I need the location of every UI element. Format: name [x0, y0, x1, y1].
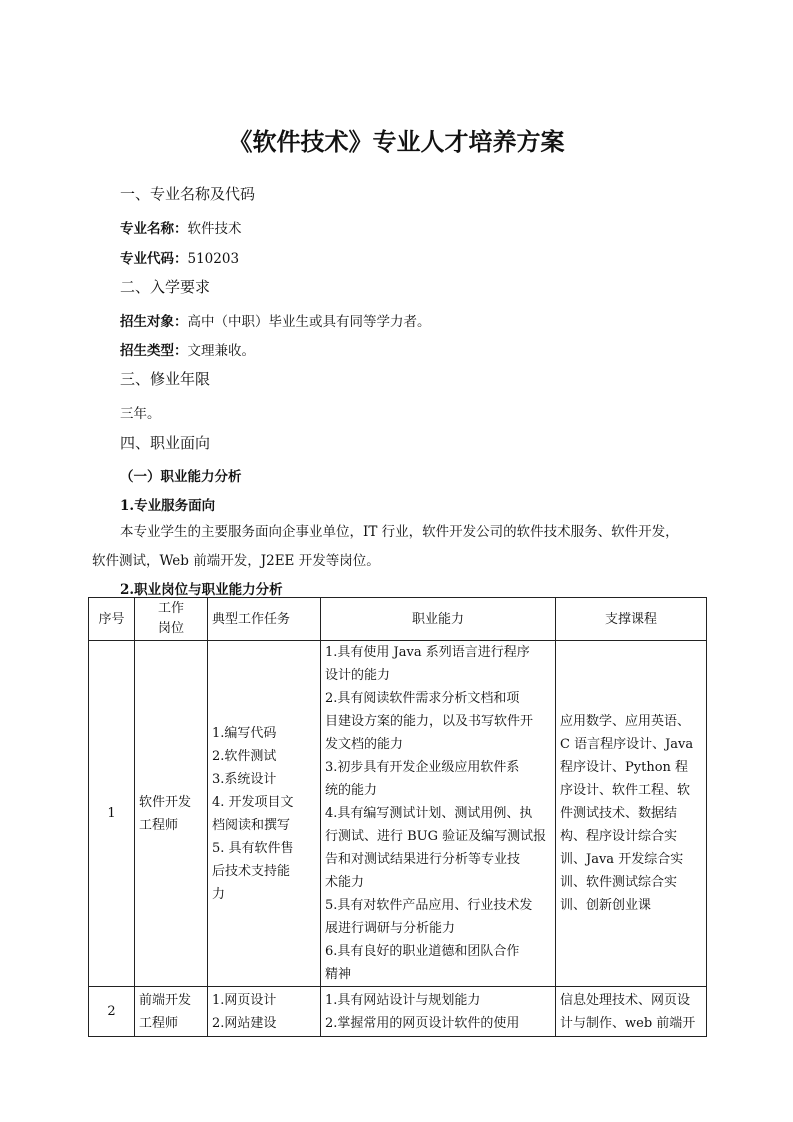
study-years: 三年。: [120, 406, 161, 422]
table-header-row: [89, 598, 707, 641]
cell-line: 工程师: [139, 817, 179, 833]
career-ability-table: [88, 597, 707, 1037]
cell-line: 术能力: [325, 875, 365, 890]
header-cell: 典型工作任务: [208, 598, 321, 641]
document-title: 《软件技术》专业人才培养方案: [228, 127, 565, 156]
header-line: 工作: [157, 601, 184, 616]
cell-line: 训、创新创业课: [560, 898, 652, 913]
cell-line: 2.网站建设: [212, 1015, 277, 1031]
cell-courses: [556, 987, 707, 1037]
header-cell: 序号: [89, 598, 135, 641]
value: 软件技术: [187, 221, 242, 237]
cell-line: 工程师: [139, 1015, 179, 1031]
cell-line: 力: [212, 886, 226, 902]
section-heading: 四、职业面向: [120, 434, 211, 452]
cell-line: 2.具有阅读软件需求分析文档和项: [325, 691, 520, 706]
cell-line: 后技术支持能: [212, 863, 291, 879]
cell-line: 1.编写代码: [212, 725, 277, 741]
cell-no: 1: [89, 641, 135, 987]
field-major-code: [120, 247, 239, 267]
cell-line: 档阅读和撰写: [212, 817, 291, 833]
cell-line: 4.具有编写测试计划、测试用例、执: [325, 806, 533, 821]
cell-post: [135, 641, 208, 987]
header-cell: 职业能力: [321, 598, 556, 641]
header-line: 岗位: [157, 621, 184, 636]
section-heading: 三、修业年限: [120, 370, 211, 388]
cell-line: 目建设方案的能力，以及书写软件开: [325, 714, 534, 729]
label: 专业代码：: [120, 251, 188, 267]
section-heading: 一、专业名称及代码: [120, 185, 256, 203]
cell-abilities: [321, 641, 556, 987]
field-enroll-type: [120, 339, 255, 359]
cell-tasks: [208, 987, 321, 1037]
cell-line: 行测试、进行 BUG 验证及编写测试报: [325, 829, 547, 844]
section-heading: 二、入学要求: [120, 278, 211, 296]
subsection-heading: 2.职业岗位与职业能力分析: [120, 582, 283, 598]
cell-line: 序设计、软件工程、软: [560, 783, 691, 798]
paragraph-line: 本专业学生的主要服务面向企事业单位，IT 行业，软件开发公司的软件技术服务、软件开发，: [120, 524, 679, 540]
cell-line: 4. 开发项目文: [212, 794, 294, 810]
cell-line: 训、软件测试综合实: [560, 875, 678, 890]
cell-no: 2: [89, 987, 135, 1037]
paragraph-line: 软件测试，Web 前端开发，J2EE 开发等岗位。: [92, 553, 380, 569]
cell-line: 件测试技术、数据结: [560, 806, 678, 821]
cell-line: 程序设计、Python 程: [560, 760, 689, 775]
label: 专业名称：: [120, 221, 188, 237]
cell-line: 应用数学、应用英语、: [560, 714, 691, 729]
header-cell: [135, 598, 208, 641]
cell-line: 精神: [325, 967, 352, 982]
label: 招生类型：: [120, 343, 188, 359]
cell-line: 5. 具有软件售: [212, 840, 294, 856]
subsection-heading: 1.专业服务面向: [120, 498, 216, 514]
cell-line: 训、Java 开发综合实: [560, 852, 684, 867]
cell-line: 告和对测试结果进行分析等专业技: [325, 852, 521, 867]
cell-line: 1.具有使用 Java 系列语言进行程序: [325, 645, 530, 660]
cell-line: 软件开发: [139, 794, 192, 810]
cell-line: 2.掌握常用的网页设计软件的使用: [325, 1015, 520, 1031]
value: 高中（中职）毕业生或具有同等学力者。: [187, 314, 431, 330]
cell-line: 5.具有对软件产品应用、行业技术发: [325, 898, 533, 913]
table-row: [89, 987, 707, 1037]
cell-abilities: [321, 987, 556, 1037]
cell-line: 3.初步具有开发企业级应用软件系: [325, 760, 520, 775]
value: 510203: [187, 251, 240, 267]
cell-courses: [556, 641, 707, 987]
cell-line: 信息处理技术、网页设: [560, 992, 691, 1008]
cell-line: 设计的能力: [325, 668, 391, 683]
cell-post: [135, 987, 208, 1037]
cell-line: C 语言程序设计、Java: [560, 737, 694, 752]
cell-line: 2.软件测试: [212, 748, 277, 764]
header-cell: 支撑课程: [556, 598, 707, 641]
cell-line: 展进行调研与分析能力: [325, 921, 456, 936]
value: 文理兼收。: [187, 343, 255, 359]
cell-line: 发文档的能力: [325, 737, 404, 752]
cell-line: 3.系统设计: [212, 771, 277, 787]
cell-line: 1.网页设计: [212, 992, 277, 1008]
cell-line: 构、程序设计综合实: [560, 829, 678, 844]
cell-line: 前端开发: [139, 992, 192, 1008]
field-enroll-target: [120, 310, 431, 330]
subsection-heading: （一）职业能力分析: [120, 469, 242, 485]
cell-tasks: [208, 641, 321, 987]
cell-line: 计与制作、web 前端开: [560, 1015, 696, 1031]
cell-line: 6.具有良好的职业道德和团队合作: [325, 944, 520, 959]
table-row: [89, 641, 707, 987]
cell-line: 1.具有网站设计与规划能力: [325, 992, 481, 1008]
cell-line: 统的能力: [325, 783, 378, 798]
field-major-name: [120, 217, 242, 237]
label: 招生对象：: [120, 314, 188, 330]
